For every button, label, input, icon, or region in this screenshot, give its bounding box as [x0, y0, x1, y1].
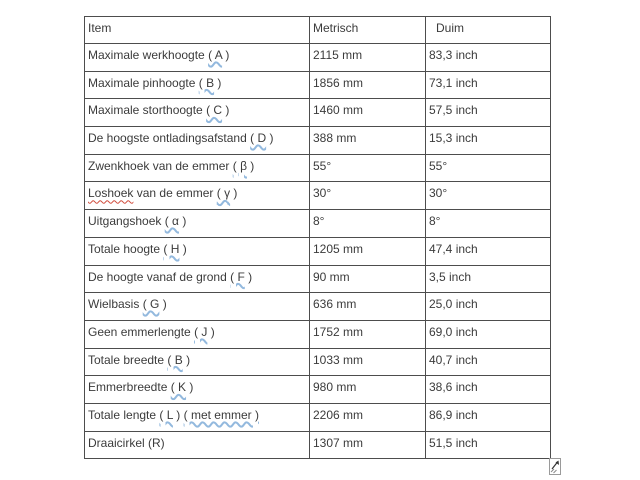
- metric-cell[interactable]: 636 mm: [310, 293, 426, 321]
- metric-cell[interactable]: 1205 mm: [310, 237, 426, 265]
- proofing-marked-text: ( B: [198, 75, 215, 90]
- metric-cell[interactable]: 1033 mm: [310, 348, 426, 376]
- table-row: [85, 182, 551, 210]
- metric-cell[interactable]: 2115 mm: [310, 44, 426, 72]
- item-cell[interactable]: [85, 320, 310, 348]
- item-text: ): [182, 352, 191, 367]
- item-text: ): [207, 324, 215, 339]
- proofing-marked-text: ( L: [159, 407, 173, 422]
- item-text: van de emmer: [133, 186, 217, 201]
- item-cell[interactable]: [85, 293, 310, 321]
- proofing-marked-text: ( β: [232, 158, 247, 173]
- item-text: ): [266, 131, 274, 146]
- table-row: [85, 265, 551, 293]
- item-cell[interactable]: [85, 182, 310, 210]
- item-text: ): [159, 297, 167, 312]
- item-text: ): [179, 241, 187, 256]
- item-text: Totale breedte: [88, 352, 168, 367]
- item-cell[interactable]: [85, 431, 310, 459]
- table-row: [85, 71, 551, 99]
- item-text: Wielbasis: [88, 297, 143, 312]
- item-text: Totale hoogte: [88, 241, 164, 256]
- item-text: Maximale werkhoogte: [88, 48, 209, 62]
- inch-cell[interactable]: 55°: [426, 154, 551, 182]
- spec-table: [84, 16, 551, 459]
- table-resize-handle-icon[interactable]: [549, 458, 561, 475]
- item-cell[interactable]: [85, 348, 310, 376]
- item-text: ): [230, 186, 238, 201]
- item-cell[interactable]: [85, 376, 310, 404]
- metric-cell[interactable]: 90 mm: [310, 265, 426, 293]
- table-row: [85, 127, 551, 155]
- item-cell[interactable]: [85, 127, 310, 155]
- item-cell[interactable]: [85, 403, 310, 431]
- item-text: Maximale pinhoogte: [88, 75, 199, 90]
- proofing-marked-text: ( H: [163, 241, 180, 256]
- table-row: [85, 237, 551, 265]
- table-row: [85, 293, 551, 321]
- item-cell[interactable]: [85, 210, 310, 238]
- metric-cell[interactable]: 1307 mm: [310, 431, 426, 459]
- proofing-marked-text: ( F: [230, 269, 245, 284]
- item-text: Totale lengte: [88, 407, 160, 422]
- inch-cell[interactable]: 86,9 inch: [426, 403, 551, 431]
- proofing-marked-text: ( B: [167, 352, 183, 367]
- inch-cell[interactable]: 25,0 inch: [426, 293, 551, 321]
- proofing-marked-text: ( C: [206, 103, 223, 118]
- proofing-marked-text: ( γ: [216, 186, 231, 201]
- inch-cell[interactable]: 15,3 inch: [426, 127, 551, 155]
- inch-cell[interactable]: 73,1 inch: [426, 71, 551, 99]
- item-cell[interactable]: [85, 154, 310, 182]
- metric-cell[interactable]: 980 mm: [310, 376, 426, 404]
- header-row: [85, 17, 551, 44]
- item-text: Emmerbreedte: [88, 380, 171, 395]
- table-row: [85, 348, 551, 376]
- item-text: ): [214, 75, 222, 90]
- item-text: Uitgangshoek: [88, 214, 165, 229]
- inch-cell[interactable]: 57,5 inch: [426, 99, 551, 127]
- item-text: ): [186, 380, 194, 395]
- inch-cell[interactable]: 3,5 inch: [426, 265, 551, 293]
- item-text: ): [172, 407, 184, 422]
- proofing-marked-text: ( D: [250, 131, 267, 146]
- item-text: ): [244, 269, 253, 284]
- item-cell[interactable]: [85, 44, 310, 72]
- item-text: ): [222, 48, 230, 62]
- item-text: De hoogte vanaf de grond: [88, 269, 231, 284]
- item-text: Zwenkhoek van de emmer: [88, 158, 233, 173]
- proofing-marked-text: Loshoek: [88, 186, 134, 201]
- metric-cell[interactable]: 388 mm: [310, 127, 426, 155]
- header-cell-metric[interactable]: Metrisch: [310, 17, 426, 44]
- proofing-marked-text: ( J: [194, 324, 208, 339]
- inch-cell[interactable]: 83,3 inch: [426, 44, 551, 72]
- item-text: Draaicirkel (R): [88, 435, 165, 450]
- item-text: ): [179, 214, 187, 229]
- inch-cell[interactable]: 30°: [426, 182, 551, 210]
- table-row: [85, 376, 551, 404]
- metric-cell[interactable]: 55°: [310, 154, 426, 182]
- proofing-marked-text: ( A: [208, 48, 223, 62]
- proofing-marked-text: ( α: [164, 214, 179, 229]
- inch-cell[interactable]: 8°: [426, 210, 551, 238]
- metric-cell[interactable]: 30°: [310, 182, 426, 210]
- proofing-marked-text: ( met emmer ): [183, 407, 259, 422]
- header-cell-item[interactable]: Item: [85, 17, 310, 44]
- item-text: De hoogste ontladingsafstand: [88, 131, 251, 146]
- item-cell[interactable]: [85, 99, 310, 127]
- item-text: Geen emmerlengte: [88, 324, 195, 339]
- table-row: [85, 403, 551, 431]
- metric-cell[interactable]: 1856 mm: [310, 71, 426, 99]
- inch-cell[interactable]: 38,6 inch: [426, 376, 551, 404]
- metric-cell[interactable]: 1752 mm: [310, 320, 426, 348]
- item-cell[interactable]: [85, 237, 310, 265]
- inch-cell[interactable]: 40,7 inch: [426, 348, 551, 376]
- item-text: ): [246, 158, 255, 173]
- item-cell[interactable]: [85, 265, 310, 293]
- table-row: [85, 431, 551, 459]
- table-row: [85, 44, 551, 72]
- inch-cell[interactable]: 51,5 inch: [426, 431, 551, 459]
- item-text: ): [222, 103, 230, 118]
- proofing-marked-text: ( G: [142, 297, 160, 312]
- metric-cell[interactable]: 1460 mm: [310, 99, 426, 127]
- metric-cell[interactable]: 8°: [310, 210, 426, 238]
- proofing-marked-text: ( K: [170, 380, 187, 395]
- inch-cell[interactable]: 69,0 inch: [426, 320, 551, 348]
- table-row: [85, 210, 551, 238]
- table-row: [85, 99, 551, 127]
- metric-cell[interactable]: 2206 mm: [310, 403, 426, 431]
- item-text: Maximale storthoogte: [88, 103, 207, 118]
- inch-cell[interactable]: 47,4 inch: [426, 237, 551, 265]
- table-row: [85, 154, 551, 182]
- table-row: [85, 320, 551, 348]
- header-cell-inch[interactable]: Duim: [426, 17, 551, 44]
- item-cell[interactable]: [85, 71, 310, 99]
